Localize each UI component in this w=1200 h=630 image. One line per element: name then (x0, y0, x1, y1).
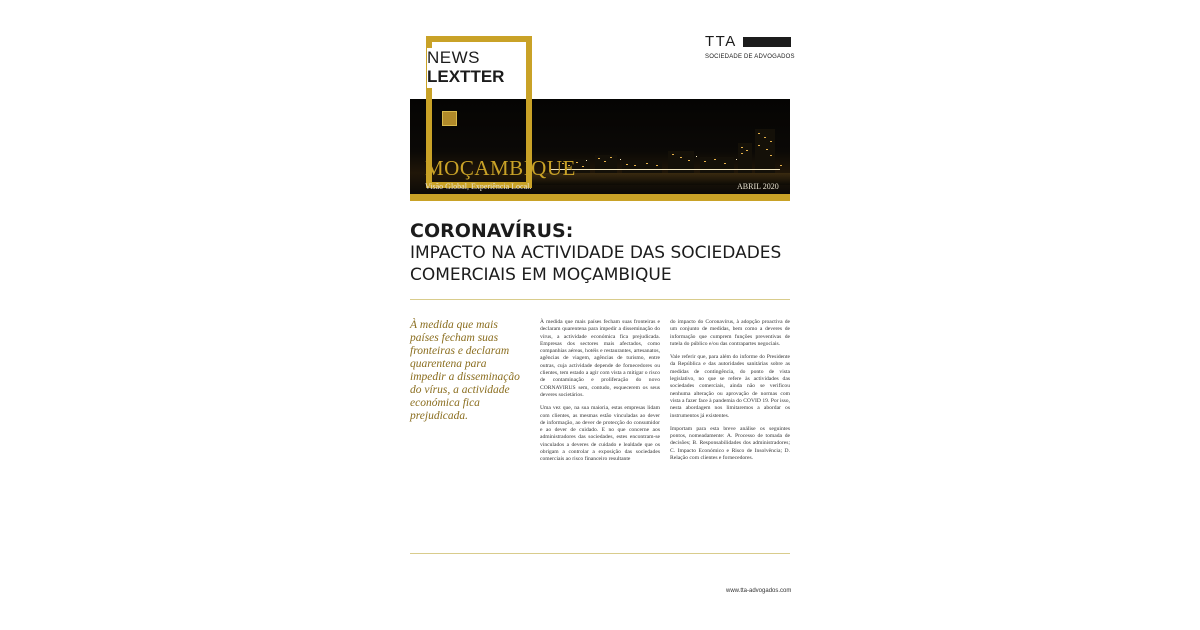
body-paragraph: do impacto do Coronavírus, à adopção proactiva de um conjunto de medidas, bem como a deveres de informação que cumprem funções preventivas de tutela do público e/ou das contrapartes negociais. (670, 319, 790, 347)
pull-quote: À medida que mais países fecham suas fronteiras e declaram quarentena para impedir a disseminação do vírus, a actividade económica fica prejudicada. (410, 319, 520, 422)
heading-divider (410, 299, 790, 300)
body-column-2 (670, 319, 790, 468)
logo-news-text: NEWS (427, 48, 480, 67)
issue-date: ABRIL 2020 (737, 182, 779, 191)
firm-logo (705, 33, 795, 60)
headline-subtitle-line1: IMPACTO NA ACTIVIDADE DAS SOCIEDADES (410, 243, 782, 263)
banner-tagline: Visão Global, Experiência Local. (425, 182, 532, 191)
footer-website-link[interactable]: www.tta-advogados.com (726, 588, 792, 594)
firm-name: TTA (705, 33, 737, 50)
headline-title: CORONAVÍRUS: (410, 220, 574, 242)
body-paragraph: Uma vez que, na sua maioria, estas empresas lidam com clientes, as mesmas estão vinculadas ao dever de informação, ao dever de protecção do consumidor e ao dever de cuidado. E no que concerne aos administradores das sociedades, estes encontram-se vinculados a deveres de cuidado e lealdade que os obrigam a controlar a exposição das sociedades comerciais ao risco financeiro resultante (540, 405, 660, 463)
headline-subtitle-line2: COMERCIAIS EM MOÇAMBIQUE (410, 265, 672, 285)
body-column-1 (540, 319, 660, 470)
firm-subtitle: SOCIEDADE DE ADVOGADOS (705, 54, 795, 60)
newsletter-logo (427, 48, 508, 88)
body-paragraph: Vale referir que, para além do informe do Presidente da República e das autoridades sanitárias sobre as medidas de contingência, do ponto de vista legislativo, no que se refere às actividades das sociedades comerciais, ainda não se verificou nenhuma alteração ou aprovação de normas com vista a fazer face à pandemia do COVID 19. Por isso, nesta abordagem nos limitaremos a abordar os instrumentos já existentes. (670, 354, 790, 419)
logo-lextter-text: LEXTTER (427, 67, 505, 86)
firm-logo-bar (743, 37, 791, 47)
body-paragraph: Importam para esta breve análise os seguintes pontos, nomeadamente: A. Processo de tomada de decisões; B. Responsabilidades dos administradores; C. Impacto Económico e Risco de Insolvência; D. Relação com clientes e fornecedores. (670, 425, 790, 462)
headline-subtitle (410, 242, 810, 286)
body-paragraph: À medida que mais países fecham suas fronteiras e declaram quarentena para impedir a disseminação do vírus, a actividade económica fica prejudicada. Empresas dos sectores mais afectados, como companhias aéreas, hotéis e restaurantes, artesanatos, agências de viagem, agências de turismo, entre outras, cuja actividade depende de fornecedores ou clientes, tem estado a agir com vista a mitigar o risco de contaminação e proliferação do novo CORNAVIRUS sem, contudo, esquecerem os seus deveres societários. (540, 319, 660, 398)
logo-accent-square (442, 111, 457, 126)
banner-gold-strip (410, 194, 790, 201)
banner-country: MOÇAMBIQUE (425, 156, 576, 180)
footer-divider (410, 553, 790, 554)
